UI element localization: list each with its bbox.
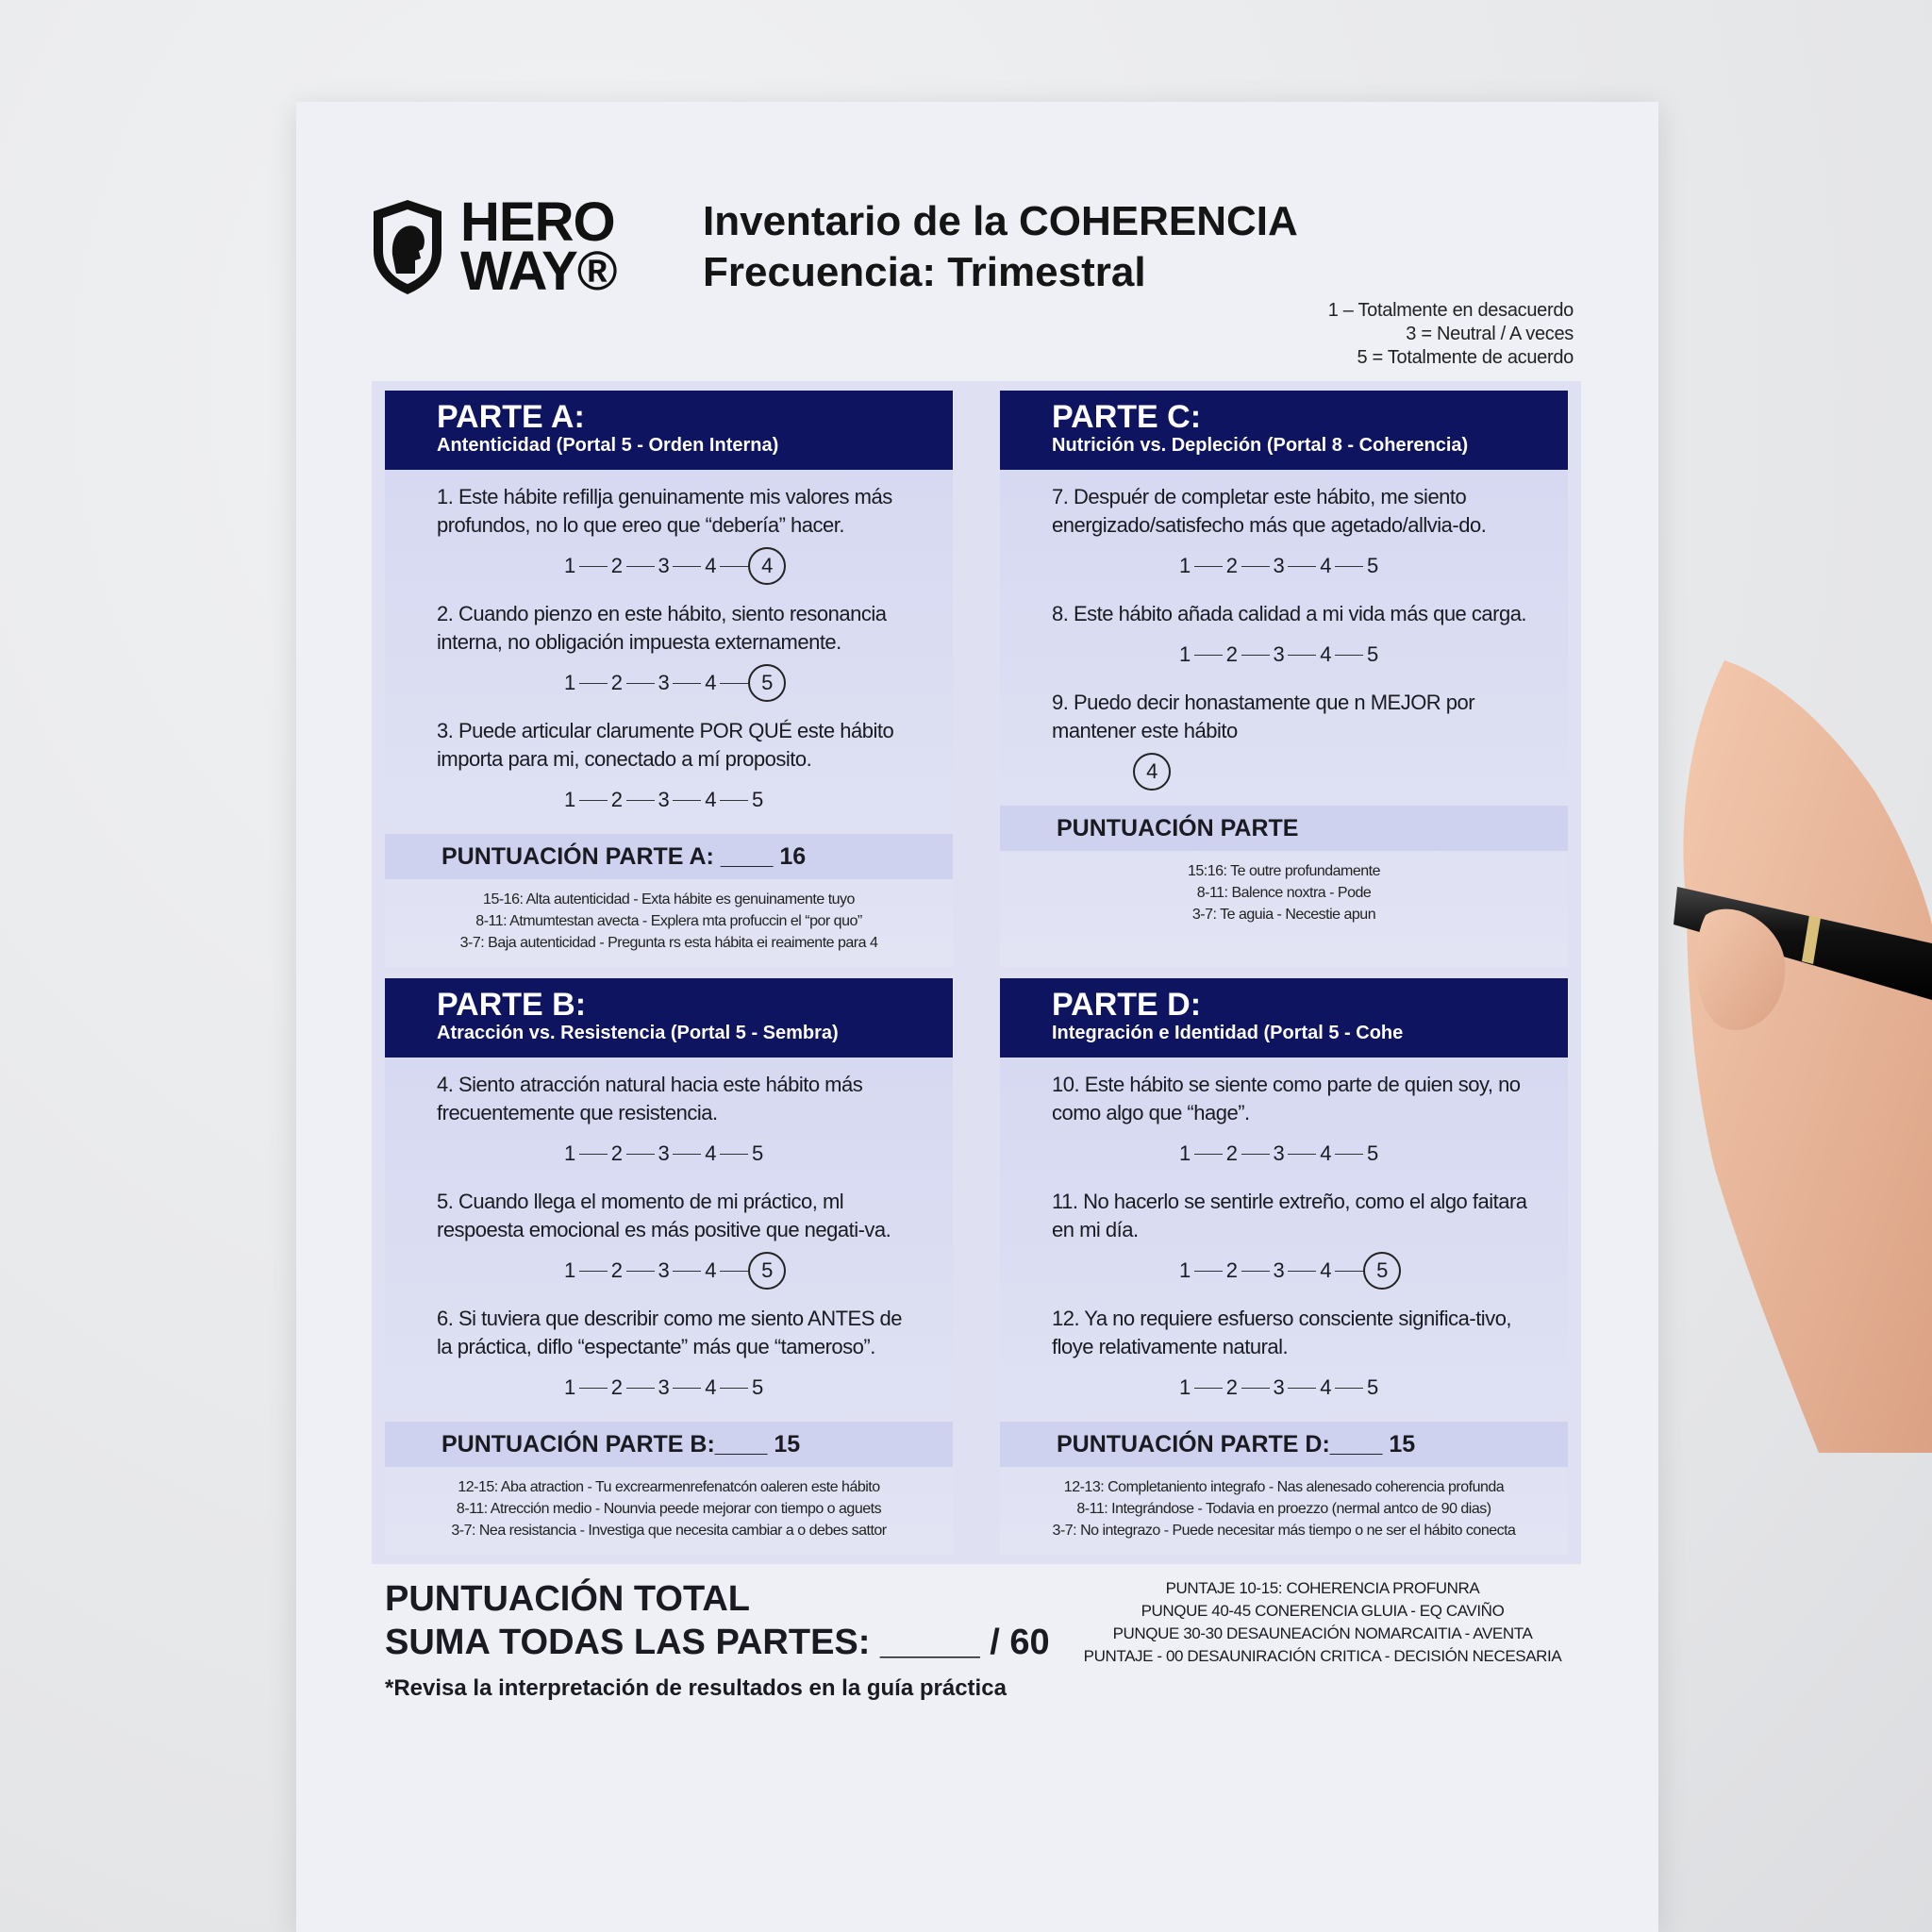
rating-option[interactable]: 1	[1179, 554, 1191, 577]
scale-dash	[1288, 1154, 1316, 1155]
title-line: Inventario de la COHERENCIA	[703, 198, 1298, 244]
part-score[interactable]: PUNTUACIÓN PARTE	[1000, 806, 1568, 851]
scale-dash	[1335, 655, 1363, 656]
question-text: 3. Puede articular clarumente POR QUÉ este hábito importa para mi, conectado a mí proposito.	[437, 719, 894, 771]
part-header	[385, 978, 953, 1058]
part-score[interactable]: PUNTUACIÓN PARTE A: ____ 16	[385, 834, 953, 879]
scale-dash	[1288, 1388, 1316, 1389]
scale-dash	[626, 1271, 655, 1272]
interpretation-line: 15:16: Te outre profundamente	[1187, 863, 1381, 879]
rating-option[interactable]: 4	[705, 788, 716, 811]
rating-scale[interactable]	[564, 1133, 953, 1174]
scale-dash	[720, 1271, 748, 1272]
parts-grid	[372, 381, 1581, 1564]
legend-item: 5 = Totalmente de acuerdo	[1357, 347, 1574, 368]
rating-option[interactable]: 5	[1367, 1141, 1378, 1165]
question-text: 2. Cuando pienzo en este hábito, siento resonancia interna, no obligación impuesta externamente.	[437, 602, 887, 654]
rating-scale[interactable]	[1137, 751, 1568, 792]
part-title: PARTE D:	[1052, 987, 1202, 1023]
rating-option[interactable]: 2	[610, 788, 623, 811]
hand	[1683, 660, 1932, 1453]
rating-scale[interactable]	[1179, 634, 1568, 675]
rating-option[interactable]: 3	[658, 1141, 670, 1165]
scale-dash	[579, 683, 608, 684]
scale-dash	[673, 1271, 701, 1272]
rating-option[interactable]: 5	[752, 1375, 763, 1399]
rating-option[interactable]: 2	[1225, 1141, 1238, 1165]
interpretation-line: 8-11: Balence noxtra - Pode	[1196, 885, 1372, 901]
form-body	[372, 381, 1581, 1702]
question-text: 7. Despuér de completar este hábito, me siento energizado/satisfecho más que agetado/allvia-do.	[1052, 485, 1487, 537]
rating-option[interactable]: 3	[1273, 1141, 1285, 1165]
shield-helmet-icon	[370, 198, 445, 296]
rating-option[interactable]: 2	[1225, 1375, 1238, 1399]
rating-option[interactable]: 4	[705, 1375, 716, 1399]
scale-dash	[579, 566, 608, 567]
scale-dash	[1194, 1388, 1223, 1389]
logo	[370, 192, 617, 302]
rating-option[interactable]: 3	[1273, 1375, 1285, 1399]
question-text: 12. Ya no requiere esfuerso consciente significa-tivo, floye relativamente natural.	[1052, 1307, 1512, 1358]
scale-dash	[626, 1388, 655, 1389]
rating-option[interactable]: 3	[658, 788, 670, 811]
scale-dash	[1335, 1388, 1363, 1389]
rating-option[interactable]: 3	[658, 554, 670, 577]
interpretation-line: 3-7: Te aguia - Necestie apun	[1191, 907, 1376, 923]
scale-dash	[626, 1154, 655, 1155]
scale-dash	[673, 1388, 701, 1389]
scale-dash	[1241, 1154, 1270, 1155]
legend-item: 1 – Totalmente en desacuerdo	[1327, 300, 1574, 321]
rating-scale[interactable]	[1179, 1250, 1568, 1291]
scale-dash	[1241, 1271, 1270, 1272]
total-title: PUNTUACIÓN TOTAL	[385, 1579, 751, 1619]
range-item: PUNTAJE 10-15: COHERENCIA PROFUNRA	[1165, 1579, 1480, 1597]
rating-scale[interactable]	[564, 1367, 953, 1408]
rating-option[interactable]: 4	[1320, 1258, 1331, 1282]
scale-dash	[1194, 1271, 1223, 1272]
part-header	[1000, 391, 1568, 470]
scale-dash	[579, 1388, 608, 1389]
part-subtitle: Nutrición vs. Depleción (Portal 8 - Coherencia)	[1052, 435, 1469, 456]
scale-dash	[673, 800, 701, 801]
scale-dash	[720, 683, 748, 684]
scale-dash	[1241, 1388, 1270, 1389]
rating-option[interactable]: 1	[1179, 1375, 1191, 1399]
scale-legend	[1328, 299, 1574, 370]
part-header	[1000, 978, 1568, 1058]
rating-option[interactable]: 4	[1320, 1375, 1331, 1399]
legend-item: 3 = Neutral / A veces	[1406, 324, 1574, 344]
scale-dash	[673, 1154, 701, 1155]
part-subtitle: Atracción vs. Resistencia (Portal 5 - Sembra)	[437, 1023, 839, 1043]
rating-scale[interactable]	[564, 545, 953, 587]
scale-dash	[1288, 566, 1316, 567]
rating-option[interactable]: 2	[1225, 554, 1238, 577]
form-title	[703, 196, 1298, 298]
footnote: *Revisa la interpretación de resultados en la guía práctica	[385, 1675, 1007, 1701]
rating-option[interactable]: 5	[1367, 642, 1378, 666]
range-item: PUNQUE 40-45 CONERENCIA GLUIA - EQ CAVIÑO	[1141, 1602, 1505, 1620]
rating-scale[interactable]	[564, 779, 953, 821]
total-section	[372, 1577, 1581, 1668]
scale-dash	[1335, 566, 1363, 567]
rating-option[interactable]: 5	[752, 1141, 763, 1165]
scale-dash	[579, 1271, 608, 1272]
rating-option[interactable]: 2	[610, 1375, 623, 1399]
rating-option[interactable]: 1	[1179, 1258, 1191, 1282]
scale-dash	[720, 1388, 748, 1389]
rating-scale[interactable]	[1179, 1133, 1568, 1174]
rating-option[interactable]: 1	[564, 671, 575, 694]
rating-option[interactable]: 3	[1273, 554, 1285, 577]
rating-scale[interactable]	[564, 662, 953, 704]
scale-dash	[1194, 1154, 1223, 1155]
question-text: 6. Si tuviera que describir como me siento ANTES de la práctica, diflo “espectante” más que “tameroso”.	[437, 1307, 902, 1358]
score-interpretation	[1000, 860, 1568, 925]
frequency-line: Frecuencia: Trimestral	[703, 249, 1146, 295]
score-interpretation	[385, 889, 953, 954]
question-text: 10. Este hábito se siente como parte de quien soy, no como algo que “hage”.	[1052, 1073, 1521, 1124]
rating-option[interactable]: 4	[705, 1258, 716, 1282]
question-text: 4. Siento atracción natural hacia este hábito más frecuentemente que resistencia.	[437, 1073, 863, 1124]
question-text: 11. No hacerlo se sentirle extreño, como el algo faitara en mi día.	[1052, 1190, 1527, 1241]
question-text: 1. Este hábite refillja genuinamente mis valores más profundos, no lo que ereo que “debería” hacer.	[437, 485, 892, 537]
question-text: 9. Puedo decir honastamente que n MEJOR por mantener este hábito	[1052, 691, 1475, 742]
interpretation-line: 8-11: Integrándose - Todavia en proezzo (nermal antco de 90 dias)	[1076, 1501, 1491, 1517]
rating-option[interactable]: 2	[610, 671, 623, 694]
rating-option[interactable]: 3	[1273, 642, 1285, 666]
scale-dash	[673, 566, 701, 567]
rating-option-selected[interactable]: 5	[748, 664, 786, 702]
scale-dash	[626, 683, 655, 684]
scale-dash	[1335, 1271, 1363, 1272]
interpretation-line: 12-15: Aba atraction - Tu excrearmenrefenatcón oaleren este hábito	[458, 1479, 880, 1495]
interpretation-line: 3-7: Nea resistancia - Investiga que necesita cambiar a o debes sattor	[451, 1523, 887, 1539]
rating-option[interactable]: 1	[564, 1375, 575, 1399]
rating-option[interactable]: 1	[564, 1258, 575, 1282]
interpretation-line: 3-7: No integrazo - Puede necesitar más tiempo o ne ser el hábito conecta	[1052, 1523, 1516, 1539]
scale-dash	[720, 1154, 748, 1155]
scale-dash	[720, 566, 748, 567]
panel-part-a	[385, 391, 953, 967]
rating-option[interactable]: 2	[610, 1258, 623, 1282]
scale-dash	[1288, 655, 1316, 656]
panel-part-d	[1000, 978, 1568, 1555]
logo-text-hero: HERO	[460, 192, 615, 253]
total-ranges	[1077, 1577, 1568, 1668]
rating-scale[interactable]	[564, 1250, 953, 1291]
rating-scale[interactable]	[1179, 545, 1568, 587]
part-score[interactable]: PUNTUACIÓN PARTE B:____ 15	[385, 1422, 953, 1467]
rating-option[interactable]: 5	[752, 788, 763, 811]
rating-option[interactable]: 3	[658, 671, 670, 694]
rating-option[interactable]: 2	[610, 554, 623, 577]
score-interpretation	[1000, 1476, 1568, 1541]
question-text: 8. Este hábito añada calidad a mi vida más que carga.	[1052, 602, 1527, 625]
rating-option[interactable]: 4	[1320, 1141, 1331, 1165]
part-subtitle: Integración e Identidad (Portal 5 - Cohe	[1052, 1023, 1404, 1043]
rating-option-selected[interactable]: 4	[748, 547, 786, 585]
rating-option[interactable]: 4	[705, 671, 716, 694]
part-title: PARTE C:	[1052, 399, 1202, 435]
rating-option[interactable]: 2	[610, 1141, 623, 1165]
rating-option-selected[interactable]: 5	[748, 1252, 786, 1290]
rating-option[interactable]: 1	[1179, 1141, 1191, 1165]
rating-option[interactable]: 5	[1367, 554, 1378, 577]
interpretation-line: 8-11: Atrección medio - Nounvia peede mejorar con tiempo o aguets	[456, 1501, 882, 1517]
total-sum-field[interactable]: SUMA TODAS LAS PARTES: _____ / 60	[385, 1623, 1050, 1662]
rating-option[interactable]: 3	[658, 1375, 670, 1399]
panel-part-c	[1000, 391, 1568, 967]
range-item: PUNQUE 30-30 DESAUNEACIÓN NOMARCAITIA - AVENTA	[1112, 1624, 1533, 1642]
scale-dash	[1194, 655, 1223, 656]
scale-dash	[626, 800, 655, 801]
rating-option[interactable]: 2	[1225, 1258, 1238, 1282]
rating-option[interactable]: 1	[564, 554, 575, 577]
interpretation-line: 8-11: Atmumtestan avecta - Explera mta profuccin el “por quo”	[475, 913, 862, 929]
logo-text-way: WAY®	[460, 241, 617, 302]
rating-option-selected[interactable]: 5	[1363, 1252, 1401, 1290]
scale-dash	[1194, 566, 1223, 567]
rating-option[interactable]: 1	[564, 1141, 575, 1165]
total-score	[385, 1577, 1050, 1664]
rating-option[interactable]: 4	[705, 1141, 716, 1165]
rating-option[interactable]: 3	[1273, 1258, 1285, 1282]
rating-option[interactable]: 1	[1179, 642, 1191, 666]
range-item: PUNTAJE - 00 DESAUNIRACIÓN CRITICA - DECISIÓN NECESARIA	[1083, 1647, 1562, 1665]
scale-dash	[579, 800, 608, 801]
panel-part-b	[385, 978, 953, 1555]
interpretation-line: 12-13: Completaniento integrafo - Nas alenesado coherencia profunda	[1063, 1479, 1505, 1495]
interpretation-line: 3-7: Baja autenticidad - Pregunta rs esta hábita ei reaimente para 4	[459, 935, 878, 951]
score-interpretation	[385, 1476, 953, 1541]
part-title: PARTE A:	[437, 399, 585, 435]
rating-option[interactable]: 3	[658, 1258, 670, 1282]
rating-option[interactable]: 1	[564, 788, 575, 811]
scale-dash	[579, 1154, 608, 1155]
scale-dash	[1288, 1271, 1316, 1272]
part-title: PARTE B:	[437, 987, 587, 1023]
scale-dash	[1241, 566, 1270, 567]
scale-dash	[673, 683, 701, 684]
part-subtitle: Antenticidad (Portal 5 - Orden Interna)	[437, 435, 779, 456]
question-text: 5. Cuando llega el momento de mi práctico, ml respoesta emocional es más positive que negati-va.	[437, 1190, 891, 1241]
rating-option[interactable]: 4	[705, 554, 716, 577]
rating-scale[interactable]	[1179, 1367, 1568, 1408]
scale-dash	[626, 566, 655, 567]
part-header	[385, 391, 953, 470]
hand-with-pen	[1668, 604, 1932, 1453]
rating-option[interactable]: 5	[1367, 1375, 1378, 1399]
interpretation-line: 15-16: Alta autenticidad - Exta hábite es genuinamente tuyo	[483, 891, 855, 908]
rating-option[interactable]: 2	[1225, 642, 1238, 666]
scale-dash	[1241, 655, 1270, 656]
rating-option[interactable]: 4	[1320, 554, 1331, 577]
rating-option[interactable]: 4	[1320, 642, 1331, 666]
part-score[interactable]: PUNTUACIÓN PARTE D:____ 15	[1000, 1422, 1568, 1467]
scale-dash	[1335, 1154, 1363, 1155]
scale-dash	[720, 800, 748, 801]
rating-option-selected[interactable]: 4	[1133, 753, 1171, 791]
